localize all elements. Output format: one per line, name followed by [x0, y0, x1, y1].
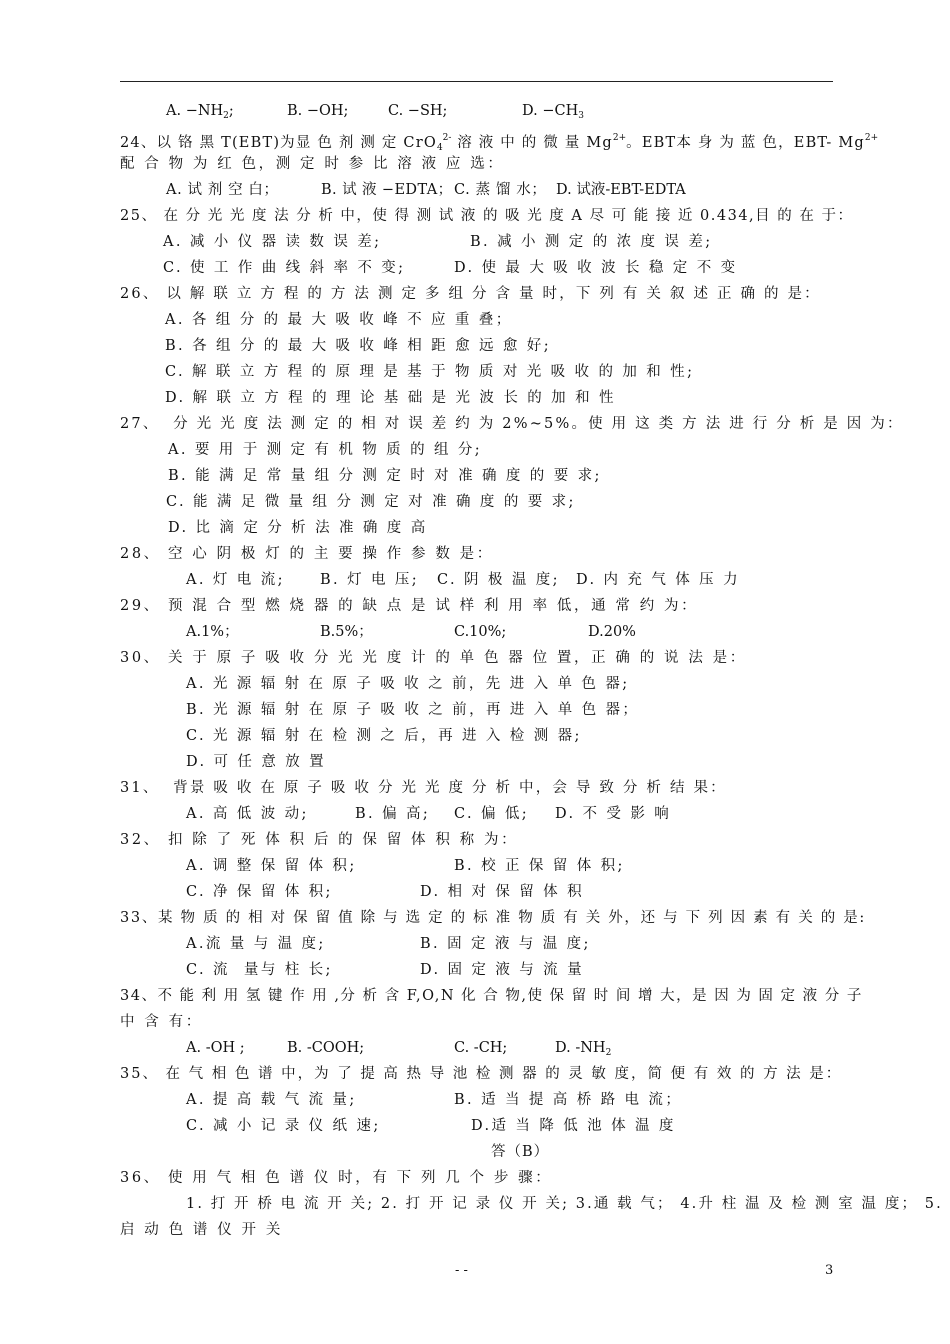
header-rule — [120, 81, 833, 82]
q25-option-b: B. 减 小 测 定 的 浓 度 误 差; — [470, 234, 713, 250]
q29-option-a: A.1%； — [186, 624, 239, 640]
q30-option-c: C. 光 源 辐 射 在 检 测 之 后，再 进 入 检 测 器; — [186, 728, 582, 744]
q27-option-c: C. 能 满 足 微 量 组 分 测 定 对 准 确 度 的 要 求; — [166, 494, 576, 510]
q24-stem: 24、以 铬 黑 T(EBT)为显 色 剂 测 定 CrO$_4^{2-}$ 溶 液 中 的 微 量 $Mg^{2+}$。EBT本 身 为 蓝 色，EBT- $Mg^{2+}$ — [120, 133, 879, 153]
q36-steps-line: 1. 打 开 桥 电 流 开 关; 2. 打 开 记 录 仪 开 关; 3.通 载 气； 4.升 柱 温 及 检 测 室 温 度； 5. — [186, 1196, 943, 1212]
q35-option-c: C. 减 小 记 录 仪 纸 速; — [186, 1118, 381, 1134]
q25-option-d: D. 使 最 大 吸 收 波 长 稳 定 不 变 — [454, 260, 738, 276]
q29-option-b: B.5%； — [320, 624, 373, 640]
q26-option-d: D. 解 联 立 方 程 的 理 论 基 础 是 光 波 长 的 加 和 性 — [165, 390, 616, 406]
q31-option-d: D. 不 受 影 响 — [555, 806, 672, 822]
q32-stem: 32、 扣 除 了 死 体 积 后 的 保 留 体 积 称 为： — [120, 832, 519, 848]
q35-answer: 答（B） — [491, 1144, 550, 1160]
q28-option-a: A. 灯 电 流; — [186, 572, 285, 588]
q36-steps-line2: 启 动 色 谱 仪 开 关 — [120, 1222, 283, 1238]
q26-option-a: A. 各 组 分 的 最 大 吸 收 峰 不 应 重 叠； — [165, 312, 513, 328]
q34-option-c: C. -CH; — [454, 1040, 508, 1056]
q26-stem: 26、 以 解 联 立 方 程 的 方 法 测 定 多 组 分 含 量 时，下 列 有 关 叙 述 正 确 的 是： — [120, 286, 821, 302]
q27-option-d: D. 比 滴 定 分 析 法 准 确 度 高 — [168, 520, 428, 536]
q25-option-c: C. 使 工 作 曲 线 斜 率 不 变; — [163, 260, 406, 276]
footer-dashes: - - — [455, 1263, 468, 1278]
q35-option-d: D.适 当 降 低 池 体 温 度 — [471, 1118, 676, 1134]
q24-stem-line2: 配 合 物 为 红 色，测 定 时 参 比 溶 液 应 选： — [120, 156, 505, 172]
q31-stem: 31、 背景 吸 收 在 原 子 吸 收 分 光 光 度 分 析 中，会 导 致 分 析 结 果： — [120, 780, 727, 796]
q31-option-c: C. 偏 低; — [454, 806, 530, 822]
q36-stem: 36、 使 用 气 相 色 谱 仪 时，有 下 列 几 个 步 骤： — [120, 1170, 553, 1186]
q25-option-a: A. 减 小 仪 器 读 数 误 差; — [163, 234, 382, 250]
q23-option-b: B. −OH; — [287, 103, 349, 119]
q29-option-c: C.10%; — [454, 624, 507, 640]
q33-option-d: D. 固 定 液 与 流 量 — [420, 962, 584, 978]
q24-option-c: C. 蒸 馏 水； — [454, 182, 547, 198]
q28-option-b: B. 灯 电 压; — [320, 572, 420, 588]
q28-option-d: D. 内 充 气 体 压 力 — [576, 572, 740, 588]
q23-option-c: C. −SH; — [388, 103, 448, 119]
q30-option-b: B. 光 源 辐 射 在 原 子 吸 收 之 前，再 进 入 单 色 器； — [186, 702, 640, 718]
q28-option-c: C. 阴 极 温 度; — [437, 572, 560, 588]
q30-option-a: A. 光 源 辐 射 在 原 子 吸 收 之 前，先 进 入 单 色 器; — [186, 676, 630, 692]
q32-option-a: A. 调 整 保 留 体 积; — [186, 858, 357, 874]
q29-stem: 29、 预 混 合 型 燃 烧 器 的 缺 点 是 试 样 利 用 率 低，通 常 约 为： — [120, 598, 699, 614]
q23-option-d: D. $-CH_3$ — [522, 103, 584, 121]
q33-option-b: B. 固 定 液 与 温 度; — [420, 936, 591, 952]
q35-option-b: B. 适 当 提 高 桥 路 电 流； — [454, 1092, 683, 1108]
q34-option-d: D. $-NH_2$ — [555, 1040, 612, 1058]
q33-option-c: C. 流 量与 柱 长; — [186, 962, 333, 978]
q33-option-a: A.流 量 与 温 度; — [186, 936, 326, 952]
q29-option-d: D.20% — [588, 624, 636, 640]
q35-stem: 35、 在 气 相 色 谱 中，为 了 提 高 热 导 池 检 测 器 的 灵 敏 度，简 便 有 效 的 方 法 是： — [120, 1066, 843, 1082]
q30-stem: 30、 关 于 原 子 吸 收 分 光 光 度 计 的 单 色 器 位 置，正 确 的 说 法 是： — [120, 650, 747, 666]
q27-stem: 27、 分 光 光 度 法 测 定 的 相 对 误 差 约 为 2%~5%。使 用 这 类 方 法 进 行 分 析 是 因 为： — [120, 416, 904, 432]
q35-option-a: A. 提 高 载 气 流 量; — [186, 1092, 357, 1108]
page-number: 3 — [825, 1263, 834, 1278]
q34-stem: 34、不 能 利 用 氢 键 作 用 ,分 析 含 F,O,N 化 合 物,使 保 留 时 间 增 大，是 因 为 固 定 液 分 子 — [120, 988, 863, 1004]
q31-option-b: B. 偏 高; — [355, 806, 431, 822]
q34-stem-line2: 中 含 有： — [120, 1014, 203, 1030]
q33-stem: 33、某 物 质 的 相 对 保 留 值 除 与 选 定 的 标 准 物 质 有 关 外，还 与 下 列 因 素 有 关 的 是: — [120, 910, 866, 926]
q24-option-b: B. 试 液 −EDTA； — [321, 182, 453, 198]
q24-option-d: D. 试液-EBT-EDTA — [556, 182, 686, 198]
q34-option-a: A. -OH ; — [186, 1040, 245, 1056]
q32-option-c: C. 净 保 留 体 积; — [186, 884, 333, 900]
q32-option-d: D. 相 对 保 留 体 积 — [420, 884, 584, 900]
q27-option-a: A. 要 用 于 测 定 有 机 物 质 的 组 分; — [168, 442, 483, 458]
q23-option-a: A. $-NH_2$; — [166, 103, 234, 121]
q28-stem: 28、 空 心 阴 极 灯 的 主 要 操 作 参 数 是： — [120, 546, 494, 562]
q30-option-d: D. 可 任 意 放 置 — [186, 754, 327, 770]
q26-option-b: B. 各 组 分 的 最 大 吸 收 峰 相 距 愈 远 愈 好; — [165, 338, 551, 354]
q25-stem: 25、 在 分 光 光 度 法 分 析 中，使 得 测 试 液 的 吸 光 度 A 尽 可 能 接 近 0.434,目 的 在 于： — [120, 208, 854, 224]
q34-option-b: B. -COOH; — [287, 1040, 365, 1056]
q24-option-a: A. 试 剂 空 白； — [166, 182, 279, 198]
q32-option-b: B. 校 正 保 留 体 积; — [454, 858, 625, 874]
q31-option-a: A. 高 低 波 动; — [186, 806, 309, 822]
q26-option-c: C. 解 联 立 方 程 的 原 理 是 基 于 物 质 对 光 吸 收 的 加 和 性; — [165, 364, 695, 380]
q27-option-b: B. 能 满 足 常 量 组 分 测 定 时 对 准 确 度 的 要 求; — [168, 468, 602, 484]
